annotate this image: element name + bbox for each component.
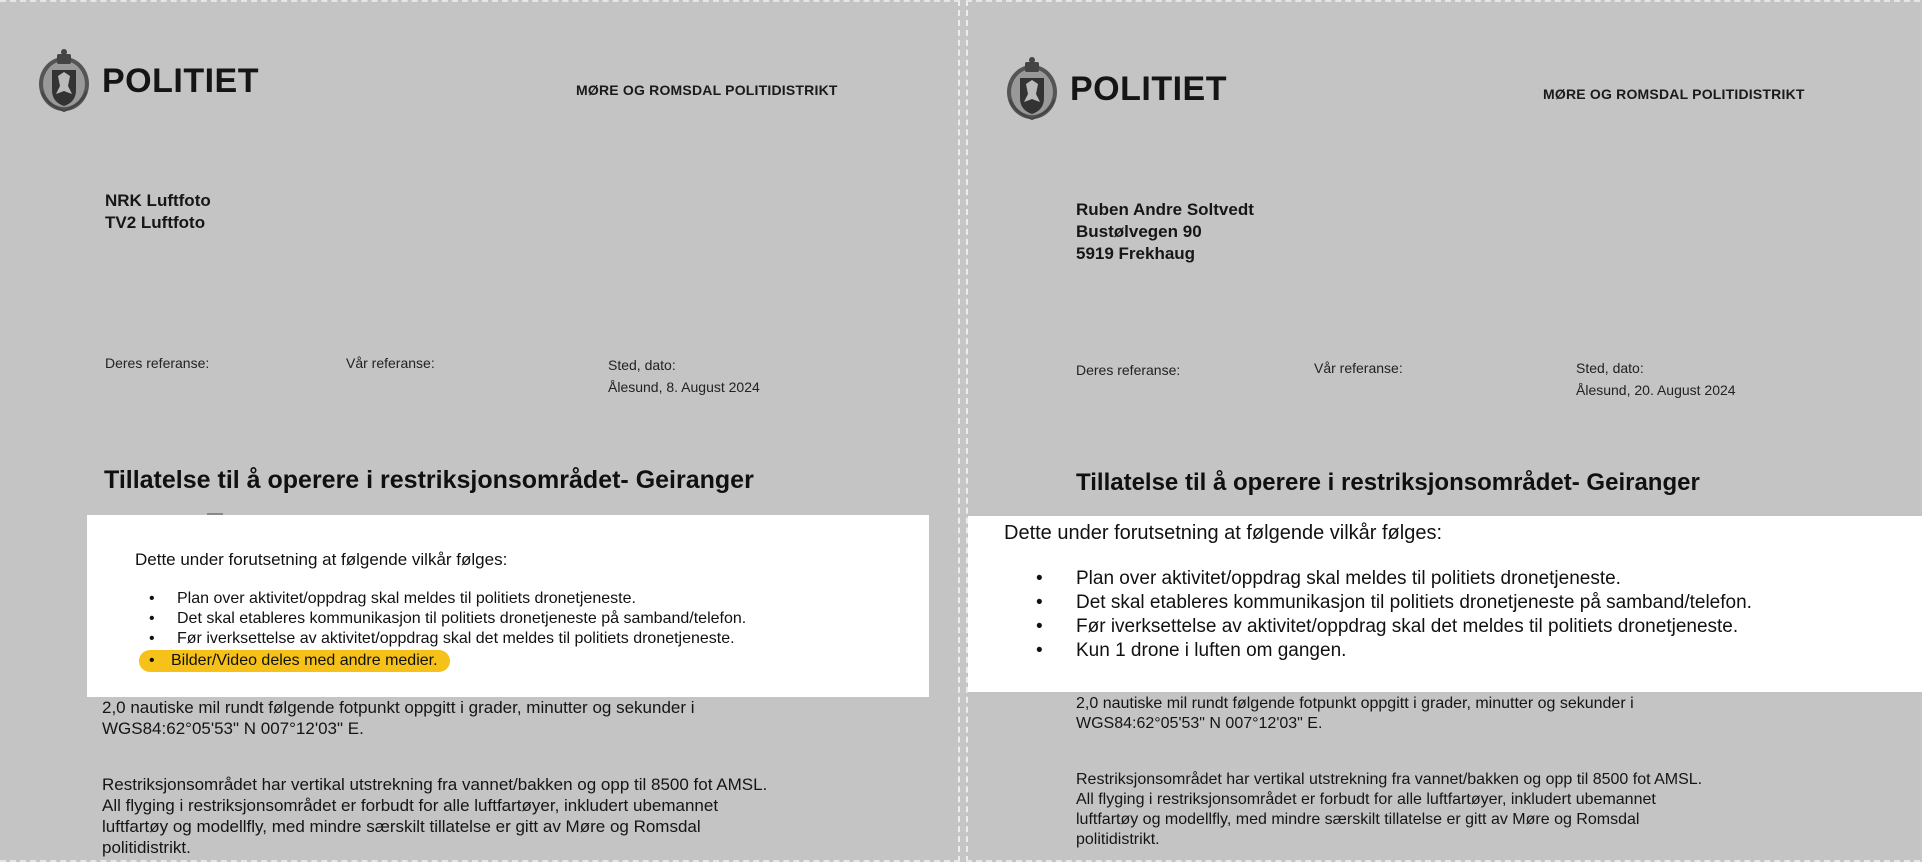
condition-text: Det skal etableres kommunikasjon til politiets dronetjeneste på samband/telefon.	[177, 610, 747, 627]
condition-text: Kun 1 drone i luften om gangen.	[1076, 640, 1347, 661]
condition-item: • Plan over aktivitet/oppdrag skal meldes til politiets dronetjeneste.	[1036, 568, 1621, 589]
police-crest-icon	[36, 48, 92, 114]
document-title: Tillatelse til å operere i restriksjonsområdet- Geiranger	[1076, 469, 1700, 496]
condition-text: Bilder/Video deles med andre medier.	[171, 652, 438, 669]
paragraph-line: luftfartøy og modellfly, med mindre særskilt tillatelse er gitt av Møre og Romsdal	[102, 817, 701, 836]
restriction-paragraph-vertical	[1076, 770, 1702, 850]
paragraph-line: politidistrikt.	[102, 838, 191, 857]
your-reference-label: Deres referanse:	[105, 355, 210, 371]
paragraph-line: All flyging i restriksjonsområdet er forbudt for alle luftfartøyer, inkludert ubemannet	[1076, 791, 1656, 808]
conditions-intro: Dette under forutsetning at følgende vilkår følges:	[135, 550, 508, 569]
conditions-excerpt	[87, 505, 929, 697]
condition-item: • Før iverksettelse av aktivitet/oppdrag skal det meldes til politiets dronetjeneste.	[149, 630, 735, 647]
paragraph-line: 2,0 nautiske mil rundt følgende fotpunkt oppgitt i grader, minutter og sekunder i	[102, 698, 695, 717]
restriction-paragraph-horizontal	[1076, 694, 1634, 734]
document-title: Tillatelse til å operere i restriksjonsområdet- Geiranger	[104, 466, 754, 494]
police-crest-icon	[1004, 56, 1060, 122]
your-reference-label: Deres referanse:	[1076, 362, 1181, 378]
address-line: Bustølvegen 90	[1076, 222, 1202, 241]
place-date	[608, 354, 760, 398]
paragraph-line: WGS84:62°05'53" N 007°12'03" E.	[1076, 715, 1323, 732]
letter-panel-right	[966, 0, 1920, 862]
brand-wordmark: POLITIET	[102, 61, 259, 100]
condition-item: • Det skal etableres kommunikasjon til politiets dronetjeneste på samband/telefon.	[149, 610, 747, 627]
recipient-address	[1076, 199, 1254, 265]
restriction-paragraph-vertical	[102, 774, 767, 858]
condition-item-highlighted: • Bilder/Video deles med andre medier.	[139, 650, 450, 672]
letter-panel-left	[0, 0, 960, 862]
district-name: MØRE OG ROMSDAL POLITIDISTRIKT	[1543, 86, 1805, 102]
condition-text: Plan over aktivitet/oppdrag skal meldes til politiets dronetjeneste.	[177, 590, 636, 607]
address-line: NRK Luftfoto	[105, 191, 211, 210]
address-line: 5919 Frekhaug	[1076, 244, 1196, 263]
paragraph-line: 2,0 nautiske mil rundt følgende fotpunkt oppgitt i grader, minutter og sekunder i	[1076, 695, 1634, 712]
cropped-text-line: —	[207, 505, 223, 522]
condition-item: • Det skal etableres kommunikasjon til politiets dronetjeneste på samband/telefon.	[1036, 592, 1752, 613]
address-line: Ruben Andre Soltvedt	[1076, 200, 1254, 219]
paragraph-line: WGS84:62°05'53" N 007°12'03" E.	[102, 719, 364, 738]
condition-text: Plan over aktivitet/oppdrag skal meldes til politiets dronetjeneste.	[1076, 568, 1621, 589]
place-date-value: Ålesund, 20. August 2024	[1576, 382, 1736, 398]
conditions-list	[145, 590, 746, 672]
politiet-logo	[36, 48, 259, 114]
paragraph-line: luftfartøy og modellfly, med mindre særskilt tillatelse er gitt av Møre og Romsdal	[1076, 811, 1640, 828]
district-name: MØRE OG ROMSDAL POLITIDISTRIKT	[576, 82, 838, 98]
condition-text: Det skal etableres kommunikasjon til politiets dronetjeneste på samband/telefon.	[1076, 592, 1752, 613]
conditions-excerpt	[968, 516, 1922, 692]
conditions-intro: Dette under forutsetning at følgende vilkår følges:	[1004, 522, 1443, 544]
address-line: TV2 Luftfoto	[105, 213, 206, 232]
condition-item: • Plan over aktivitet/oppdrag skal meldes til politiets dronetjeneste.	[149, 590, 636, 607]
our-reference-label: Vår referanse:	[346, 355, 435, 371]
paragraph-line: politidistrikt.	[1076, 831, 1160, 848]
our-reference-label: Vår referanse:	[1314, 360, 1403, 376]
restriction-paragraph-horizontal	[102, 697, 695, 739]
condition-text: Før iverksettelse av aktivitet/oppdrag skal det meldes til politiets dronetjeneste.	[1076, 616, 1739, 637]
paragraph-line: Restriksjonsområdet har vertikal utstrekning fra vannet/bakken og opp til 8500 fot AMSL.	[1076, 771, 1703, 788]
condition-item: • Før iverksettelse av aktivitet/oppdrag skal det meldes til politiets dronetjeneste.	[1036, 616, 1739, 637]
place-date-value: Ålesund, 8. August 2024	[608, 379, 760, 395]
place-date-label: Sted, dato:	[1576, 360, 1644, 376]
conditions-list	[1032, 568, 1752, 664]
place-date	[1576, 357, 1736, 401]
recipient-address	[105, 190, 211, 234]
place-date-label: Sted, dato:	[608, 357, 676, 373]
brand-wordmark: POLITIET	[1070, 69, 1227, 108]
politiet-logo	[1004, 56, 1227, 122]
condition-item: • Kun 1 drone i luften om gangen.	[1036, 640, 1347, 661]
paragraph-line: Restriksjonsområdet har vertikal utstrekning fra vannet/bakken og opp til 8500 fot AMSL.	[102, 775, 768, 794]
paragraph-line: All flyging i restriksjonsområdet er forbudt for alle luftfartøyer, inkludert ubemannet	[102, 796, 719, 815]
condition-text: Før iverksettelse av aktivitet/oppdrag skal det meldes til politiets dronetjeneste.	[177, 630, 735, 647]
